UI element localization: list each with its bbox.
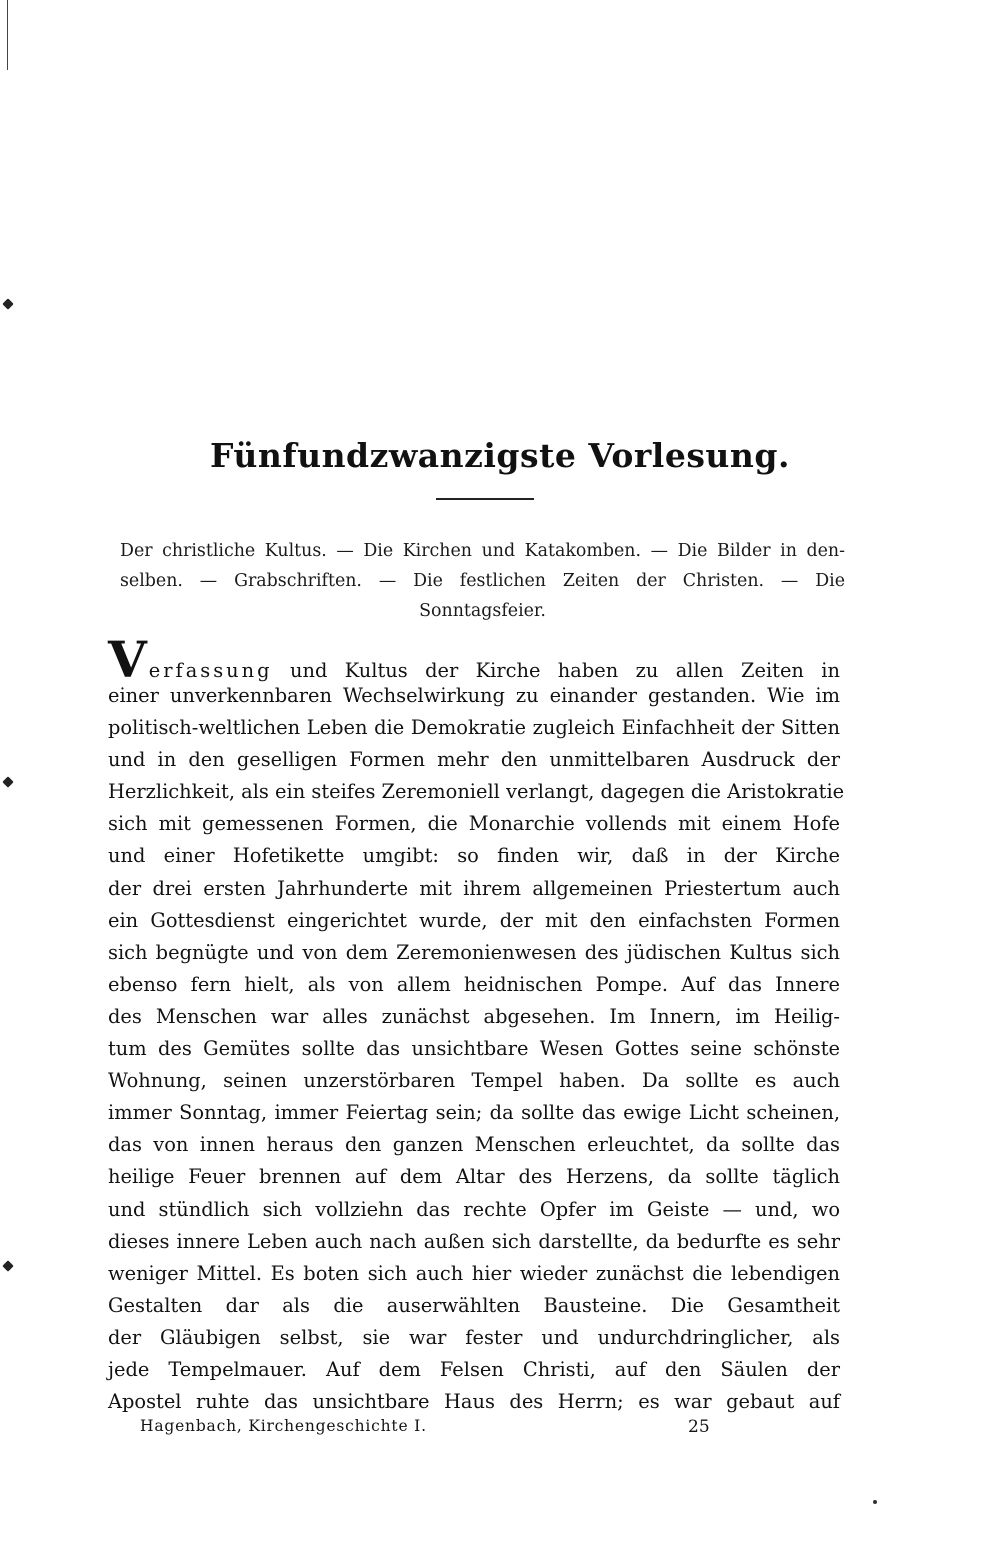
scan-speck — [873, 1500, 877, 1504]
body-line: ein Gottesdienst eingerichtet wurde, der mit den einfachsten Formen — [108, 908, 840, 932]
spaced-word: erfassung — [148, 659, 273, 682]
body-line: ebenso fern hielt, als von allem heidnischen Pompe. Auf das Innere — [108, 972, 840, 996]
body-line: immer Sonntag, immer Feiertag sein; da sollte das ewige Licht scheinen, — [108, 1101, 840, 1125]
body-line: Apostel ruhte das unsichtbare Haus des Herrn; es war gebaut auf — [108, 1390, 840, 1414]
margin-mark — [2, 1260, 13, 1271]
body-line-rest: und Kultus der Kirche haben zu allen Zeiten in — [289, 659, 840, 682]
page-edge-line — [7, 0, 8, 70]
body-line: das von innen heraus den ganzen Menschen erleuchtet, da sollte das — [108, 1133, 840, 1157]
body-line-first — [108, 630, 840, 689]
lecture-title: Fünfundzwanzigste Vorlesung. — [210, 436, 790, 475]
body-line: sich mit gemessenen Formen, die Monarchie vollends mit einem Hofe — [108, 812, 840, 836]
body-line: Gestalten dar als die auserwählten Bausteine. Die Gesamtheit — [108, 1293, 840, 1317]
body-line: und einer Hofetikette umgibt: so finden wir, daß in der Kirche — [108, 844, 840, 868]
body-line: jede Tempelmauer. Auf dem Felsen Christi, auf den Säulen der — [108, 1357, 840, 1381]
body-line: weniger Mittel. Es boten sich auch hier wieder zunächst die lebendigen — [108, 1261, 840, 1285]
body-line: der drei ersten Jahrhunderte mit ihrem allgemeinen Priestertum auch — [108, 876, 840, 900]
body-text — [108, 630, 845, 1418]
body-line: Wohnung, seinen unzerstörbaren Tempel haben. Da sollte es auch — [108, 1069, 840, 1093]
page-footer — [140, 1417, 840, 1443]
drop-cap: V — [108, 630, 147, 689]
margin-mark — [2, 776, 13, 787]
body-line: des Menschen war alles zunächst abgesehen. Im Innern, im Heilig- — [108, 1004, 840, 1028]
title-divider — [436, 498, 534, 500]
chapter-summary — [120, 536, 845, 626]
summary-line: selben. — Grabschriften. — Die festlichen Zeiten der Christen. — Die — [120, 571, 845, 591]
summary-line: Der christliche Kultus. — Die Kirchen und Katakomben. — Die Bilder in den- — [120, 541, 845, 561]
body-line: dieses innere Leben auch nach außen sich darstellte, da bedurfte es sehr — [108, 1229, 840, 1253]
body-line: und in den geselligen Formen mehr den unmittelbaren Ausdruck der — [108, 748, 840, 772]
body-line: der Gläubigen selbst, sie war fester und undurchdringlicher, als — [108, 1325, 840, 1349]
body-line: Herzlichkeit, als ein steifes Zeremoniell verlangt, dagegen die Aristokratie — [108, 780, 845, 804]
body-line: heilige Feuer brennen auf dem Altar des Herzens, da sollte täglich — [108, 1165, 840, 1189]
body-line: politisch-weltlichen Leben die Demokratie zugleich Einfachheit der Sitten — [108, 716, 840, 740]
margin-mark — [2, 298, 13, 309]
body-line: und stündlich sich vollziehn das rechte Opfer im Geiste — und, wo — [108, 1197, 840, 1221]
footer-signature: Hagenbach, Kirchengeschichte I. — [140, 1417, 427, 1435]
body-line: tum des Gemütes sollte das unsichtbare Wesen Gottes seine schönste — [108, 1037, 840, 1061]
body-line: sich begnügte und von dem Zeremonienwesen des jüdischen Kultus sich — [108, 940, 840, 964]
page-number: 25 — [688, 1417, 710, 1437]
body-line: einer unverkennbaren Wechselwirkung zu einander gestanden. Wie im — [108, 684, 840, 707]
summary-line: Sonntagsfeier. — [419, 601, 546, 621]
